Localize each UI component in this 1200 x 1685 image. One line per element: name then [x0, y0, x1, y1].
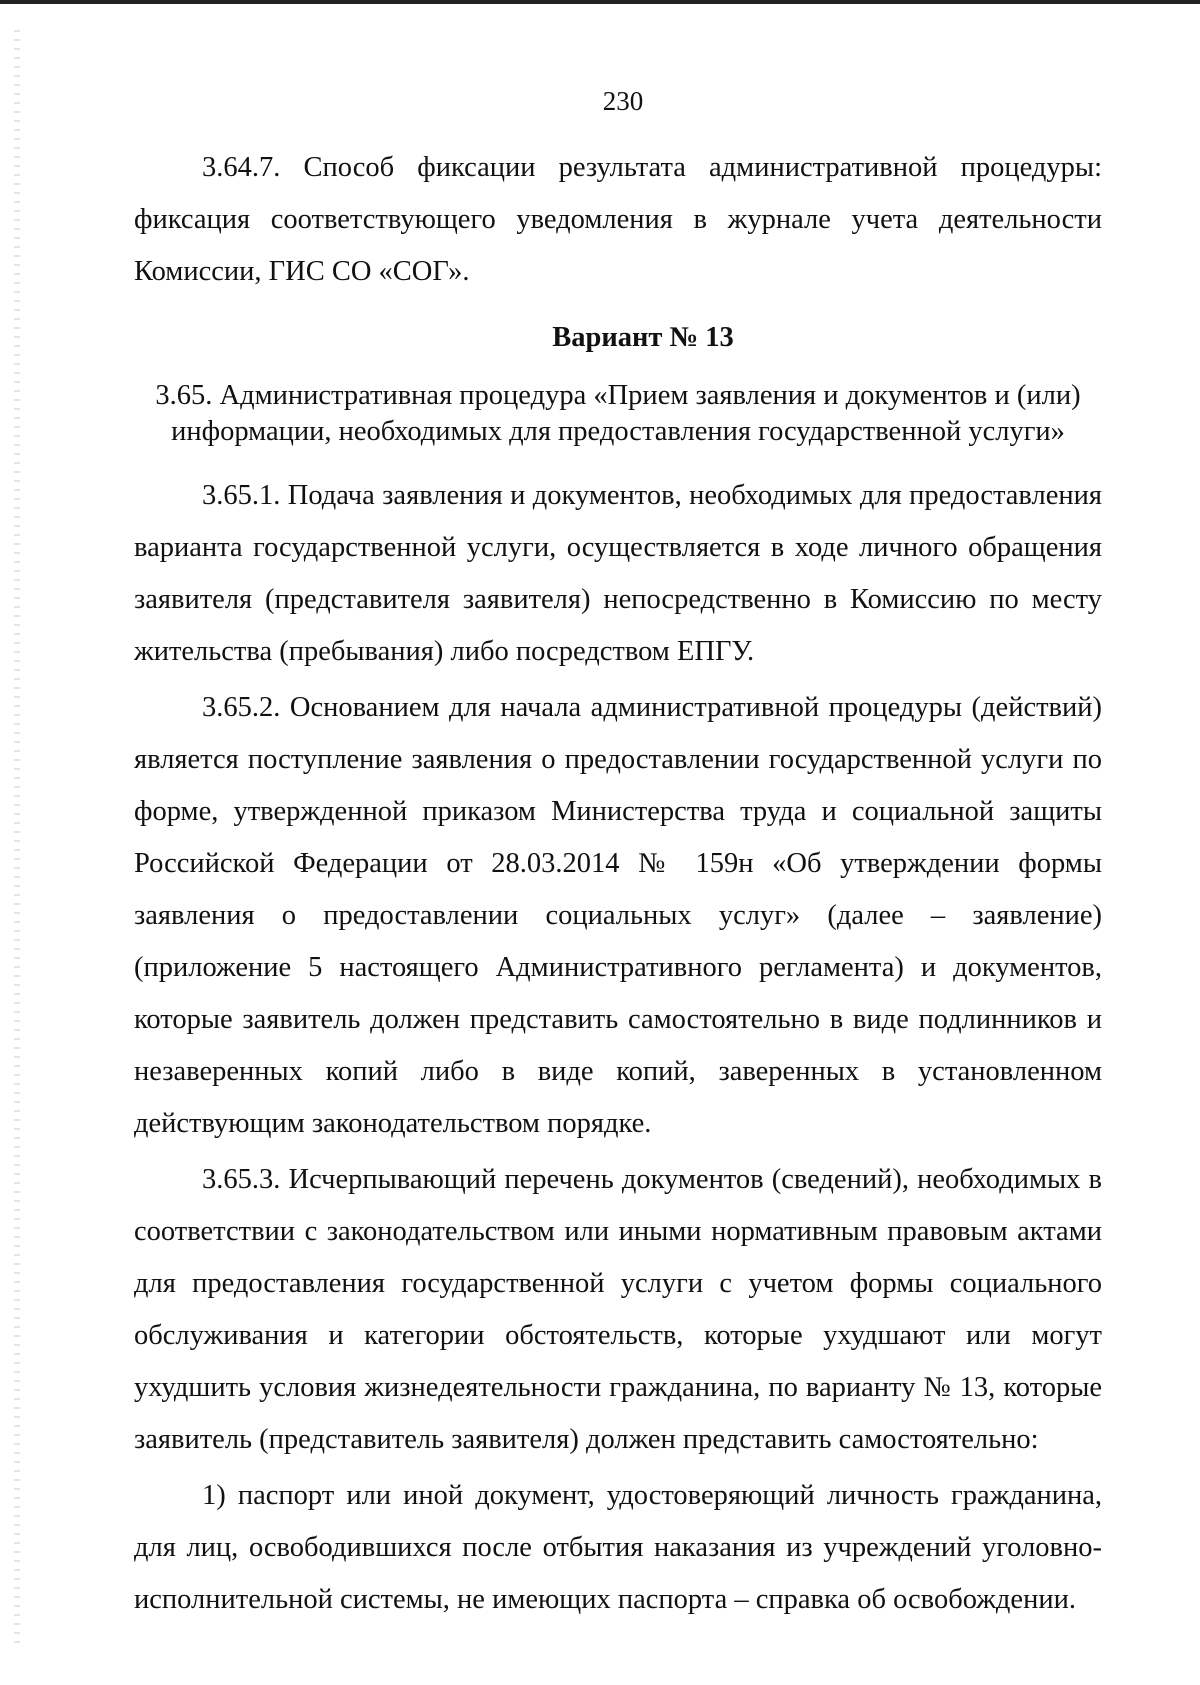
list-item-1: 1) паспорт или иной документ, удостоверяющий личность гражданина, для лиц, освободившихся после отбытия наказания из учреждений уголовно-исполнительной системы, не имеющих паспорта – справка об освобождении.	[134, 1480, 1102, 1615]
paragraph-3-64-7: 3.64.7. Способ фиксации результата административной процедуры: фиксация соответствующего уведомления в журнале учета деятельности Комиссии, ГИС СО «СОГ».	[134, 152, 1102, 287]
scan-edge-artifact	[14, 30, 20, 1650]
variant-heading: Вариант № 13	[552, 322, 734, 353]
paragraph-3-65-2: 3.65.2. Основанием для начала административной процедуры (действий) является поступление заявления о предоставлении государственной услуги по форме, утвержденной приказом Министерства труда и социальной защиты Российской Федерации от 28.03.2014 № 159н «Об утверждении формы заявления о предоставлении социальных услуг» (далее – заявление) (приложение 5 настоящего Административного регламента) и документов, которые заявитель должен представить самостоятельно в виде подлинников и незаверенных копий либо в виде копий, заверенных в установленном действующим законодательством порядке.	[134, 692, 1102, 1139]
paragraph-3-65-1: 3.65.1. Подача заявления и документов, необходимых для предоставления варианта государственной услуги, осуществляется в ходе личного обращения заявителя (представителя заявителя) непосредственно в Комиссию по месту жительства (пребывания) либо посредством ЕПГУ.	[134, 480, 1102, 667]
document-page	[134, 70, 1102, 1626]
top-border-line	[0, 0, 1200, 4]
procedure-heading: 3.65. Административная процедура «Прием заявления и документов и (или) информации, необходимых для предоставления государственной услуги»	[155, 380, 1081, 447]
paragraph-3-65-3: 3.65.3. Исчерпывающий перечень документов (сведений), необходимых в соответствии с законодательством или иными нормативным правовым актами для предоставления государственной услуги с учетом формы социального обслуживания и категории обстоятельств, которые ухудшают или могут ухудшить условия жизнедеятельности гражданина, по варианту № 13, которые заявитель (представитель заявителя) должен представить самостоятельно:	[134, 1164, 1102, 1455]
page-number: 230	[602, 86, 644, 116]
